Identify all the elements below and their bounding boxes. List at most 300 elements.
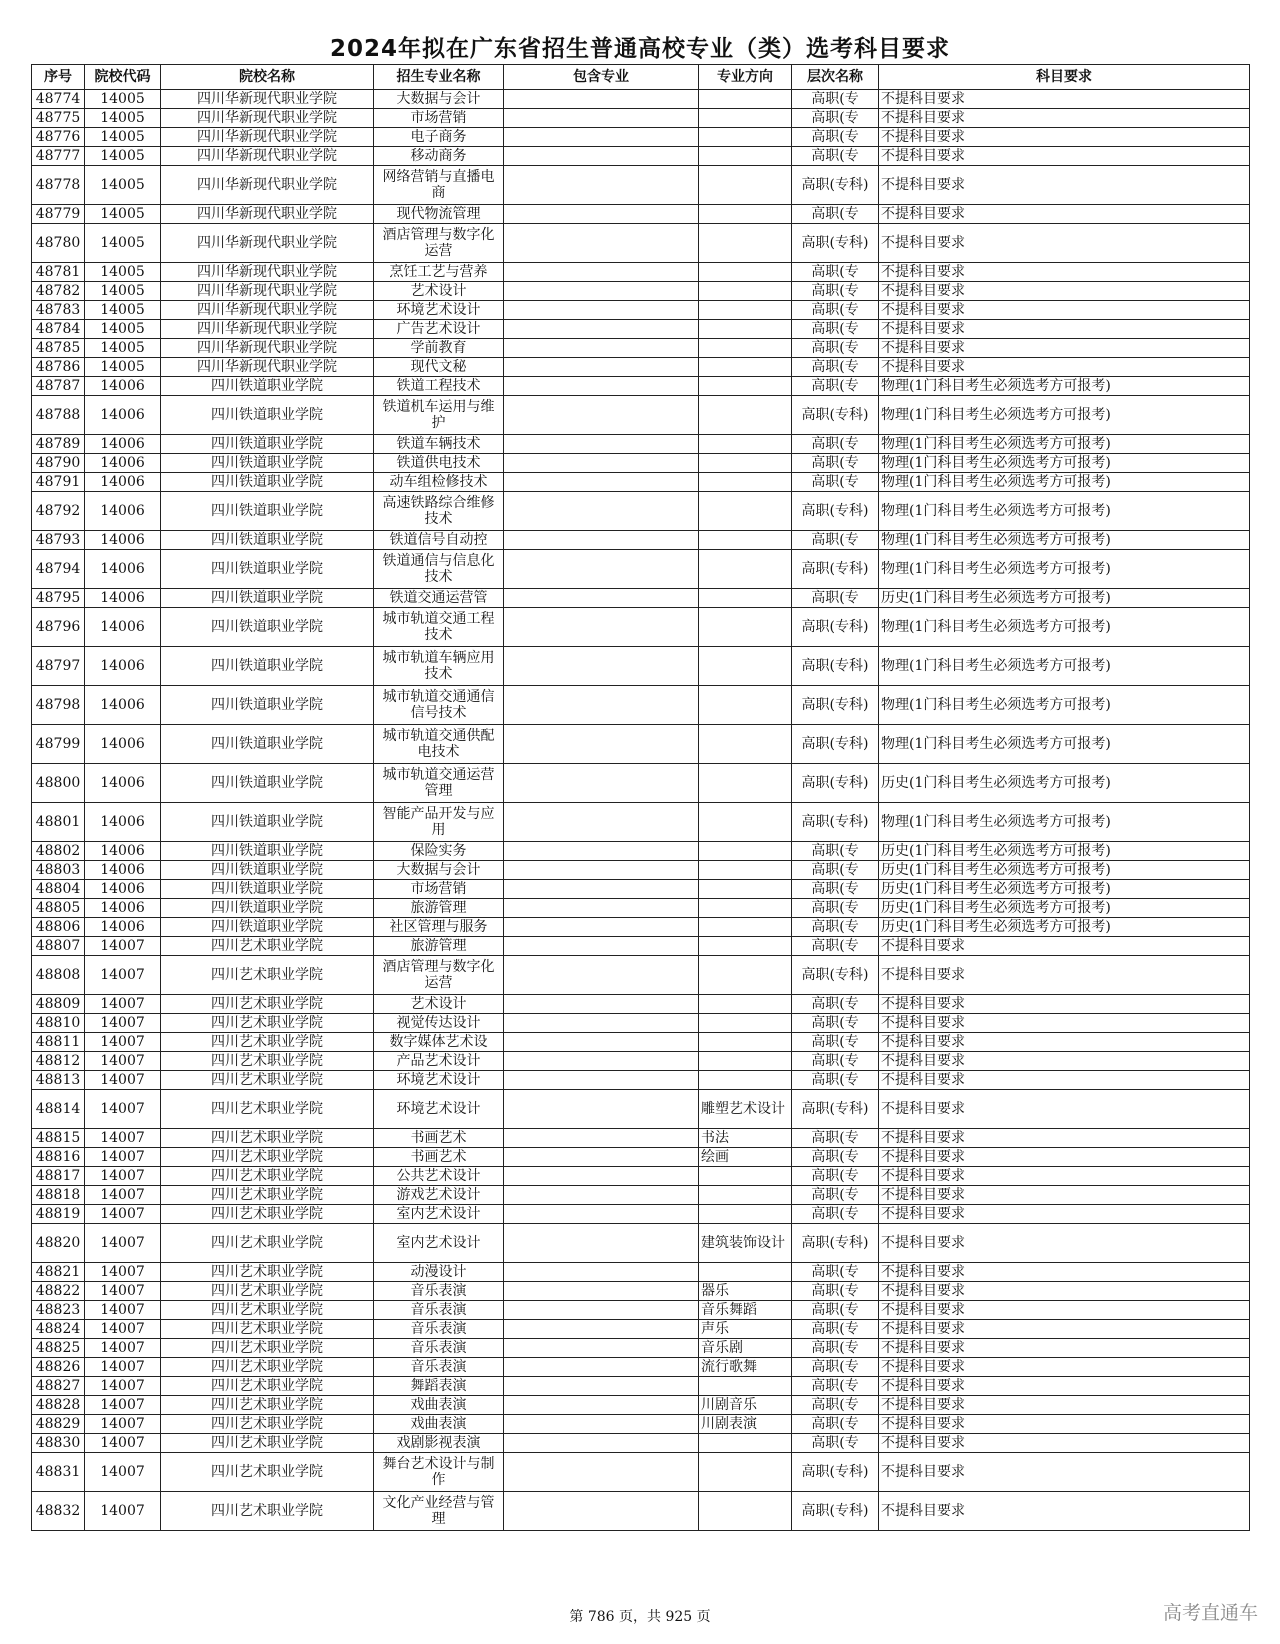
- level-cell: 高职(专: [792, 1358, 879, 1377]
- subject-requirement-cell: 物理(1门科目考生必须选考方可报考): [879, 686, 1250, 725]
- level-cell: 高职(专: [792, 339, 879, 358]
- level-cell: 高职(专: [792, 531, 879, 550]
- major-direction-cell: [699, 803, 792, 842]
- subject-requirement-cell: 物理(1门科目考生必须选考方可报考): [879, 647, 1250, 686]
- table-row: [32, 1167, 1250, 1186]
- major-name-cell: 烹饪工艺与营养: [374, 263, 504, 282]
- major-name-cell: 舞蹈表演: [374, 1377, 504, 1396]
- school-code-cell: 14007: [85, 1301, 161, 1320]
- seq-cell: 48817: [32, 1167, 85, 1186]
- table-row: [32, 282, 1250, 301]
- major-name-cell: 市场营销: [374, 880, 504, 899]
- seq-cell: 48807: [32, 937, 85, 956]
- seq-cell: 48778: [32, 166, 85, 205]
- school-code-cell: 14007: [85, 1339, 161, 1358]
- table-row: [32, 109, 1250, 128]
- included-majors-cell: [504, 205, 699, 224]
- school-name-cell: 四川艺术职业学院: [161, 1052, 374, 1071]
- level-cell: 高职(专: [792, 1014, 879, 1033]
- table-row: [32, 956, 1250, 995]
- school-name-cell: 四川艺术职业学院: [161, 1358, 374, 1377]
- subject-requirement-cell: 历史(1门科目考生必须选考方可报考): [879, 861, 1250, 880]
- school-code-cell: 14007: [85, 937, 161, 956]
- major-name-cell: 铁道车辆技术: [374, 435, 504, 454]
- level-cell: 高职(专: [792, 90, 879, 109]
- included-majors-cell: [504, 1320, 699, 1339]
- major-name-cell: 智能产品开发与应用: [374, 803, 504, 842]
- school-code-cell: 14007: [85, 1052, 161, 1071]
- major-name-cell: 音乐表演: [374, 1358, 504, 1377]
- included-majors-cell: [504, 608, 699, 647]
- seq-cell: 48791: [32, 473, 85, 492]
- subject-requirement-cell: 不提科目要求: [879, 937, 1250, 956]
- seq-cell: 48820: [32, 1224, 85, 1263]
- level-cell: 高职(专科): [792, 1090, 879, 1129]
- included-majors-cell: [504, 377, 699, 396]
- included-majors-cell: [504, 1148, 699, 1167]
- school-code-cell: 14007: [85, 1377, 161, 1396]
- subject-requirement-cell: 历史(1门科目考生必须选考方可报考): [879, 880, 1250, 899]
- included-majors-cell: [504, 224, 699, 263]
- seq-cell: 48777: [32, 147, 85, 166]
- page-footer: 第 786 页，共 925 页: [569, 1609, 711, 1625]
- school-name-cell: 四川艺术职业学院: [161, 1396, 374, 1415]
- level-cell: 高职(专: [792, 128, 879, 147]
- major-direction-cell: [699, 205, 792, 224]
- major-direction-cell: [699, 1186, 792, 1205]
- table-row: [32, 1033, 1250, 1052]
- major-direction-cell: [699, 301, 792, 320]
- included-majors-cell: [504, 803, 699, 842]
- seq-cell: 48786: [32, 358, 85, 377]
- school-name-cell: 四川华新现代职业学院: [161, 166, 374, 205]
- subject-requirement-cell: 物理(1门科目考生必须选考方可报考): [879, 396, 1250, 435]
- subject-requirement-cell: 不提科目要求: [879, 301, 1250, 320]
- major-direction-cell: [699, 956, 792, 995]
- table-row: [32, 880, 1250, 899]
- table-row: [32, 1339, 1250, 1358]
- table-row: [32, 589, 1250, 608]
- included-majors-cell: [504, 1301, 699, 1320]
- seq-cell: 48776: [32, 128, 85, 147]
- included-majors-cell: [504, 686, 699, 725]
- major-direction-cell: [699, 937, 792, 956]
- seq-cell: 48784: [32, 320, 85, 339]
- major-direction-cell: 声乐: [699, 1320, 792, 1339]
- major-name-cell: 旅游管理: [374, 899, 504, 918]
- major-direction-cell: 书法: [699, 1129, 792, 1148]
- major-name-cell: 城市轨道车辆应用技术: [374, 647, 504, 686]
- level-cell: 高职(专: [792, 301, 879, 320]
- level-cell: 高职(专: [792, 109, 879, 128]
- school-name-cell: 四川铁道职业学院: [161, 803, 374, 842]
- major-name-cell: 酒店管理与数字化运营: [374, 956, 504, 995]
- major-name-cell: 电子商务: [374, 128, 504, 147]
- col-header-seq: 序号: [32, 65, 85, 90]
- school-name-cell: 四川艺术职业学院: [161, 1090, 374, 1129]
- seq-cell: 48787: [32, 377, 85, 396]
- school-name-cell: 四川华新现代职业学院: [161, 301, 374, 320]
- major-direction-cell: [699, 1071, 792, 1090]
- subject-requirement-cell: 物理(1门科目考生必须选考方可报考): [879, 550, 1250, 589]
- table-row: [32, 263, 1250, 282]
- school-name-cell: 四川艺术职业学院: [161, 1320, 374, 1339]
- included-majors-cell: [504, 725, 699, 764]
- school-code-cell: 14007: [85, 1186, 161, 1205]
- table-row: [32, 1377, 1250, 1396]
- table-row: [32, 1282, 1250, 1301]
- seq-cell: 48775: [32, 109, 85, 128]
- level-cell: 高职(专: [792, 1396, 879, 1415]
- school-code-cell: 14007: [85, 1263, 161, 1282]
- school-code-cell: 14005: [85, 166, 161, 205]
- school-code-cell: 14007: [85, 1090, 161, 1129]
- subject-requirement-cell: 不提科目要求: [879, 1339, 1250, 1358]
- major-direction-cell: [699, 1014, 792, 1033]
- seq-cell: 48800: [32, 764, 85, 803]
- seq-cell: 48806: [32, 918, 85, 937]
- school-name-cell: 四川艺术职业学院: [161, 1415, 374, 1434]
- included-majors-cell: [504, 550, 699, 589]
- school-name-cell: 四川华新现代职业学院: [161, 109, 374, 128]
- major-name-cell: 视觉传达设计: [374, 1014, 504, 1033]
- level-cell: 高职(专科): [792, 550, 879, 589]
- major-direction-cell: [699, 995, 792, 1014]
- school-code-cell: 14006: [85, 492, 161, 531]
- major-name-cell: 现代文秘: [374, 358, 504, 377]
- included-majors-cell: [504, 1396, 699, 1415]
- subject-requirement-cell: 物理(1门科目考生必须选考方可报考): [879, 454, 1250, 473]
- major-direction-cell: [699, 686, 792, 725]
- major-name-cell: 音乐表演: [374, 1320, 504, 1339]
- seq-cell: 48827: [32, 1377, 85, 1396]
- major-name-cell: 音乐表演: [374, 1339, 504, 1358]
- major-direction-cell: [699, 1377, 792, 1396]
- table-row: [32, 1090, 1250, 1129]
- major-name-cell: 戏剧影视表演: [374, 1434, 504, 1453]
- level-cell: 高职(专: [792, 358, 879, 377]
- level-cell: 高职(专科): [792, 224, 879, 263]
- seq-cell: 48779: [32, 205, 85, 224]
- table-row: [32, 1492, 1250, 1531]
- subject-requirement-cell: 不提科目要求: [879, 263, 1250, 282]
- subject-requirement-cell: 不提科目要求: [879, 1014, 1250, 1033]
- seq-cell: 48782: [32, 282, 85, 301]
- subject-requirement-cell: 历史(1门科目考生必须选考方可报考): [879, 589, 1250, 608]
- major-name-cell: 游戏艺术设计: [374, 1186, 504, 1205]
- seq-cell: 48797: [32, 647, 85, 686]
- col-header-major-name: 招生专业名称: [374, 65, 504, 90]
- seq-cell: 48795: [32, 589, 85, 608]
- major-name-cell: 艺术设计: [374, 995, 504, 1014]
- seq-cell: 48824: [32, 1320, 85, 1339]
- included-majors-cell: [504, 1071, 699, 1090]
- seq-cell: 48831: [32, 1453, 85, 1492]
- seq-cell: 48793: [32, 531, 85, 550]
- seq-cell: 48792: [32, 492, 85, 531]
- seq-cell: 48832: [32, 1492, 85, 1531]
- major-direction-cell: [699, 1052, 792, 1071]
- school-name-cell: 四川铁道职业学院: [161, 686, 374, 725]
- included-majors-cell: [504, 842, 699, 861]
- school-name-cell: 四川铁道职业学院: [161, 435, 374, 454]
- included-majors-cell: [504, 435, 699, 454]
- major-direction-cell: 建筑装饰设计: [699, 1224, 792, 1263]
- school-name-cell: 四川铁道职业学院: [161, 918, 374, 937]
- school-code-cell: 14007: [85, 1167, 161, 1186]
- school-code-cell: 14006: [85, 531, 161, 550]
- school-name-cell: 四川艺术职业学院: [161, 1377, 374, 1396]
- seq-cell: 48803: [32, 861, 85, 880]
- included-majors-cell: [504, 320, 699, 339]
- included-majors-cell: [504, 956, 699, 995]
- level-cell: 高职(专: [792, 205, 879, 224]
- level-cell: 高职(专科): [792, 166, 879, 205]
- major-name-cell: 旅游管理: [374, 937, 504, 956]
- major-name-cell: 城市轨道交通运营管理: [374, 764, 504, 803]
- col-header-school-name: 院校名称: [161, 65, 374, 90]
- level-cell: 高职(专: [792, 1263, 879, 1282]
- subject-requirement-cell: 不提科目要求: [879, 166, 1250, 205]
- included-majors-cell: [504, 454, 699, 473]
- seq-cell: 48785: [32, 339, 85, 358]
- subject-requirement-cell: 物理(1门科目考生必须选考方可报考): [879, 803, 1250, 842]
- major-direction-cell: [699, 550, 792, 589]
- subject-requirement-cell: 不提科目要求: [879, 339, 1250, 358]
- subject-requirement-cell: 不提科目要求: [879, 1186, 1250, 1205]
- school-name-cell: 四川铁道职业学院: [161, 454, 374, 473]
- table-row: [32, 725, 1250, 764]
- major-direction-cell: [699, 147, 792, 166]
- subject-requirement-cell: 不提科目要求: [879, 320, 1250, 339]
- subject-requirement-cell: 不提科目要求: [879, 1320, 1250, 1339]
- level-cell: 高职(专: [792, 263, 879, 282]
- school-name-cell: 四川艺术职业学院: [161, 995, 374, 1014]
- subject-requirement-cell: 不提科目要求: [879, 109, 1250, 128]
- major-name-cell: 市场营销: [374, 109, 504, 128]
- included-majors-cell: [504, 899, 699, 918]
- school-code-cell: 14005: [85, 128, 161, 147]
- included-majors-cell: [504, 1282, 699, 1301]
- school-name-cell: 四川铁道职业学院: [161, 589, 374, 608]
- seq-cell: 48781: [32, 263, 85, 282]
- subject-requirement-cell: 历史(1门科目考生必须选考方可报考): [879, 764, 1250, 803]
- major-direction-cell: 音乐舞蹈: [699, 1301, 792, 1320]
- included-majors-cell: [504, 1453, 699, 1492]
- major-name-cell: 保险实务: [374, 842, 504, 861]
- included-majors-cell: [504, 263, 699, 282]
- table-row: [32, 339, 1250, 358]
- major-name-cell: 酒店管理与数字化运营: [374, 224, 504, 263]
- school-name-cell: 四川铁道职业学院: [161, 608, 374, 647]
- included-majors-cell: [504, 492, 699, 531]
- level-cell: 高职(专科): [792, 1453, 879, 1492]
- major-name-cell: 高速铁路综合维修技术: [374, 492, 504, 531]
- school-name-cell: 四川铁道职业学院: [161, 492, 374, 531]
- table-row: [32, 1358, 1250, 1377]
- school-code-cell: 14005: [85, 205, 161, 224]
- school-name-cell: 四川铁道职业学院: [161, 842, 374, 861]
- level-cell: 高职(专: [792, 589, 879, 608]
- table-row: [32, 1205, 1250, 1224]
- major-name-cell: 铁道供电技术: [374, 454, 504, 473]
- level-cell: 高职(专科): [792, 647, 879, 686]
- level-cell: 高职(专: [792, 937, 879, 956]
- level-cell: 高职(专: [792, 1052, 879, 1071]
- school-name-cell: 四川铁道职业学院: [161, 531, 374, 550]
- seq-cell: 48780: [32, 224, 85, 263]
- subject-requirement-cell: 不提科目要求: [879, 1301, 1250, 1320]
- school-code-cell: 14006: [85, 647, 161, 686]
- subject-requirement-cell: 历史(1门科目考生必须选考方可报考): [879, 899, 1250, 918]
- major-name-cell: 铁道通信与信息化技术: [374, 550, 504, 589]
- school-name-cell: 四川艺术职业学院: [161, 1167, 374, 1186]
- table-row: [32, 1263, 1250, 1282]
- level-cell: 高职(专科): [792, 686, 879, 725]
- included-majors-cell: [504, 339, 699, 358]
- major-direction-cell: [699, 531, 792, 550]
- table-row: [32, 1320, 1250, 1339]
- school-code-cell: 14007: [85, 1434, 161, 1453]
- school-code-cell: 14007: [85, 1320, 161, 1339]
- major-direction-cell: [699, 842, 792, 861]
- school-name-cell: 四川艺术职业学院: [161, 1263, 374, 1282]
- major-name-cell: 书画艺术: [374, 1129, 504, 1148]
- major-direction-cell: 雕塑艺术设计: [699, 1090, 792, 1129]
- major-direction-cell: 川剧音乐: [699, 1396, 792, 1415]
- school-name-cell: 四川华新现代职业学院: [161, 224, 374, 263]
- level-cell: 高职(专: [792, 1320, 879, 1339]
- table-row: [32, 1148, 1250, 1167]
- school-code-cell: 14005: [85, 282, 161, 301]
- table-row: [32, 473, 1250, 492]
- seq-cell: 48774: [32, 90, 85, 109]
- seq-cell: 48826: [32, 1358, 85, 1377]
- table-row: [32, 377, 1250, 396]
- included-majors-cell: [504, 1090, 699, 1129]
- seq-cell: 48829: [32, 1415, 85, 1434]
- table-row: [32, 320, 1250, 339]
- included-majors-cell: [504, 473, 699, 492]
- school-name-cell: 四川艺术职业学院: [161, 1148, 374, 1167]
- school-name-cell: 四川华新现代职业学院: [161, 339, 374, 358]
- school-code-cell: 14005: [85, 147, 161, 166]
- level-cell: 高职(专: [792, 1033, 879, 1052]
- table-row: [32, 1052, 1250, 1071]
- table-row: [32, 128, 1250, 147]
- subject-requirement-cell: 不提科目要求: [879, 1148, 1250, 1167]
- seq-cell: 48804: [32, 880, 85, 899]
- included-majors-cell: [504, 1186, 699, 1205]
- table-row: [32, 842, 1250, 861]
- major-direction-cell: [699, 918, 792, 937]
- major-direction-cell: [699, 725, 792, 764]
- level-cell: 高职(专科): [792, 803, 879, 842]
- school-code-cell: 14007: [85, 1415, 161, 1434]
- school-code-cell: 14005: [85, 320, 161, 339]
- school-code-cell: 14006: [85, 686, 161, 725]
- major-name-cell: 铁道信号自动控: [374, 531, 504, 550]
- requirements-table: [31, 64, 1250, 1531]
- major-name-cell: 环境艺术设计: [374, 301, 504, 320]
- seq-cell: 48825: [32, 1339, 85, 1358]
- subject-requirement-cell: 不提科目要求: [879, 995, 1250, 1014]
- school-code-cell: 14006: [85, 435, 161, 454]
- seq-cell: 48830: [32, 1434, 85, 1453]
- included-majors-cell: [504, 531, 699, 550]
- major-name-cell: 网络营销与直播电商: [374, 166, 504, 205]
- table-body: [32, 90, 1250, 1531]
- level-cell: 高职(专科): [792, 725, 879, 764]
- major-name-cell: 动漫设计: [374, 1263, 504, 1282]
- level-cell: 高职(专科): [792, 608, 879, 647]
- school-code-cell: 14007: [85, 1033, 161, 1052]
- seq-cell: 48813: [32, 1071, 85, 1090]
- school-name-cell: 四川艺术职业学院: [161, 1205, 374, 1224]
- level-cell: 高职(专: [792, 147, 879, 166]
- included-majors-cell: [504, 301, 699, 320]
- included-majors-cell: [504, 1492, 699, 1531]
- major-direction-cell: [699, 1205, 792, 1224]
- seq-cell: 48819: [32, 1205, 85, 1224]
- school-name-cell: 四川铁道职业学院: [161, 550, 374, 589]
- subject-requirement-cell: 历史(1门科目考生必须选考方可报考): [879, 918, 1250, 937]
- major-direction-cell: [699, 880, 792, 899]
- school-code-cell: 14007: [85, 1282, 161, 1301]
- seq-cell: 48821: [32, 1263, 85, 1282]
- table-row: [32, 647, 1250, 686]
- included-majors-cell: [504, 1205, 699, 1224]
- subject-requirement-cell: 不提科目要求: [879, 1167, 1250, 1186]
- school-name-cell: 四川艺术职业学院: [161, 1224, 374, 1263]
- major-name-cell: 舞台艺术设计与制作: [374, 1453, 504, 1492]
- major-direction-cell: [699, 861, 792, 880]
- school-name-cell: 四川艺术职业学院: [161, 1453, 374, 1492]
- level-cell: 高职(专: [792, 377, 879, 396]
- school-name-cell: 四川铁道职业学院: [161, 725, 374, 764]
- subject-requirement-cell: 不提科目要求: [879, 1453, 1250, 1492]
- school-name-cell: 四川华新现代职业学院: [161, 147, 374, 166]
- school-name-cell: 四川艺术职业学院: [161, 1014, 374, 1033]
- seq-cell: 48789: [32, 435, 85, 454]
- level-cell: 高职(专: [792, 1434, 879, 1453]
- school-name-cell: 四川铁道职业学院: [161, 647, 374, 686]
- school-code-cell: 14007: [85, 1205, 161, 1224]
- major-direction-cell: [699, 282, 792, 301]
- table-row: [32, 1415, 1250, 1434]
- school-name-cell: 四川艺术职业学院: [161, 937, 374, 956]
- school-code-cell: 14007: [85, 1129, 161, 1148]
- included-majors-cell: [504, 861, 699, 880]
- included-majors-cell: [504, 1263, 699, 1282]
- included-majors-cell: [504, 764, 699, 803]
- table-row: [32, 918, 1250, 937]
- major-name-cell: 城市轨道交通供配电技术: [374, 725, 504, 764]
- table-row: [32, 1071, 1250, 1090]
- subject-requirement-cell: 不提科目要求: [879, 147, 1250, 166]
- table-row: [32, 1396, 1250, 1415]
- school-code-cell: 14007: [85, 1071, 161, 1090]
- subject-requirement-cell: 不提科目要求: [879, 956, 1250, 995]
- table-row: [32, 301, 1250, 320]
- seq-cell: 48810: [32, 1014, 85, 1033]
- school-code-cell: 14006: [85, 550, 161, 589]
- level-cell: 高职(专科): [792, 956, 879, 995]
- major-direction-cell: 音乐剧: [699, 1339, 792, 1358]
- level-cell: 高职(专: [792, 473, 879, 492]
- subject-requirement-cell: 不提科目要求: [879, 1492, 1250, 1531]
- seq-cell: 48796: [32, 608, 85, 647]
